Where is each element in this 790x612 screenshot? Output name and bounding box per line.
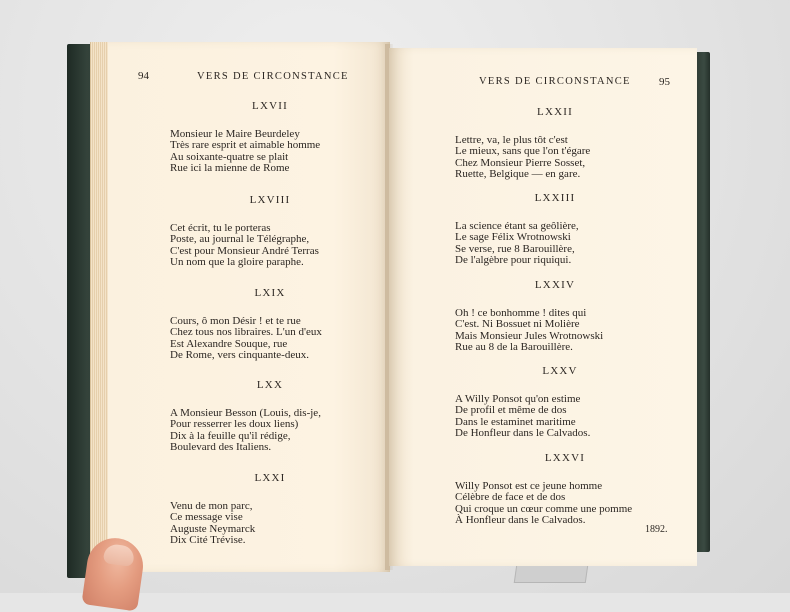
poem-line: Chez tous nos libraires. L'un d'eux xyxy=(170,326,322,339)
poem-line: A Willy Ponsot qu'on estime xyxy=(455,393,581,405)
poem-numeral: LXXIII xyxy=(534,192,576,204)
ribbon-tab xyxy=(514,565,589,583)
poem-lxix xyxy=(170,287,370,362)
poem-line: Dix à la feuille qu'il rédige, xyxy=(170,429,291,442)
poem-lxxi xyxy=(170,472,370,547)
poem-line: C'est pour Monsieur André Terras xyxy=(170,244,319,257)
poem-line: Dix Cité Trévise. xyxy=(170,534,246,547)
poem-line: Willy Ponsot est ce jeune homme xyxy=(455,480,603,492)
poem-line: Très rare esprit et aimable homme xyxy=(170,139,321,152)
poem-line: Venu de mon parc, xyxy=(170,500,253,512)
poem-line: Cet écrit, tu le porteras xyxy=(170,222,271,234)
poem-numeral: LXXV xyxy=(542,365,578,377)
poem-line: De profil et même de dos xyxy=(455,404,567,417)
poem-numeral: LXXVI xyxy=(544,452,586,464)
poem-line: Célèbre de face et de dos xyxy=(455,491,566,504)
poem-line: Se verse, rue 8 Barouillère, xyxy=(455,242,575,255)
poem-lxxv xyxy=(455,365,665,440)
poem-numeral: LXVII xyxy=(252,100,288,112)
poem-numeral: LXX xyxy=(256,379,284,391)
poem-line: Le sage Félix Wrotnowski xyxy=(455,231,571,244)
poem-date: 1892. xyxy=(645,524,668,535)
poem-lxxii xyxy=(455,106,655,181)
poem-numeral: LXXIV xyxy=(534,279,576,291)
poem-line: Lettre, va, le plus tôt c'est xyxy=(455,134,568,146)
poem-line: C'est. Ni Bossuet ni Molière xyxy=(455,318,580,331)
poem-line: Oh ! ce bonhomme ! dites qui xyxy=(455,307,587,319)
poem-line: Qui croque un cœur comme une pomme xyxy=(455,502,633,515)
poem-line: De Honfleur dans le Calvados. xyxy=(455,427,591,440)
poem-numeral: LXXI xyxy=(254,472,286,484)
poem-line: Le mieux, sans que l'on t'égare xyxy=(455,145,591,158)
poem-numeral: LXIX xyxy=(254,287,286,299)
poem-line: À Honfleur dans le Calvados. xyxy=(455,514,586,527)
poem-lxxvi xyxy=(455,452,675,527)
poem-line: Un nom que la gloire paraphe. xyxy=(170,256,304,269)
poem-lxviii xyxy=(170,194,370,269)
poem-lxx xyxy=(170,379,370,454)
poem-numeral: LXVIII xyxy=(249,194,291,206)
poem-line: Rue ici la mienne de Rome xyxy=(170,162,290,175)
poem-line: Boulevard des Italiens. xyxy=(170,441,272,454)
poem-line: De l'algèbre pour riquiqui. xyxy=(455,254,572,267)
poem-numeral: LXXII xyxy=(537,106,573,118)
left-running-head: VERS DE CIRCONSTANCE xyxy=(197,71,349,82)
poem-lxxiv xyxy=(455,279,655,354)
poem-line: La science étant sa geôlière, xyxy=(455,220,579,232)
poem-line: Pour resserrer les doux liens) xyxy=(170,418,299,431)
poem-line: Chez Monsieur Pierre Sosset, xyxy=(455,156,586,169)
poem-line: Ruette, Belgique — en gare. xyxy=(455,168,581,181)
poem-line: Cours, ô mon Désir ! et te rue xyxy=(170,315,301,327)
poem-line: Auguste Neymarck xyxy=(170,522,256,535)
poem-line: Monsieur le Maire Beurdeley xyxy=(170,128,300,140)
poem-lxvii xyxy=(170,100,370,175)
right-running-head: VERS DE CIRCONSTANCE xyxy=(479,76,631,87)
poem-line: Dans le estaminet maritime xyxy=(455,415,576,428)
poem-lxxiii xyxy=(455,192,655,267)
book-cover-right xyxy=(695,52,710,552)
poem-line: Ce message vise xyxy=(170,511,243,524)
poem-line: Au soixante-quatre se plait xyxy=(170,150,289,163)
poem-line: Est Alexandre Souque, rue xyxy=(170,337,288,350)
poem-line: Rue au 8 de la Barouillère. xyxy=(455,341,573,354)
poem-line: Mais Monsieur Jules Wrotnowski xyxy=(455,329,604,342)
poem-line: Poste, au journal le Télégraphe, xyxy=(170,233,310,246)
poem-line: A Monsieur Besson (Louis, dis-je, xyxy=(170,407,321,419)
right-page-number: 95 xyxy=(659,76,670,88)
left-page-number: 94 xyxy=(138,70,149,82)
poem-line: De Rome, vers cinquante-deux. xyxy=(170,349,309,362)
